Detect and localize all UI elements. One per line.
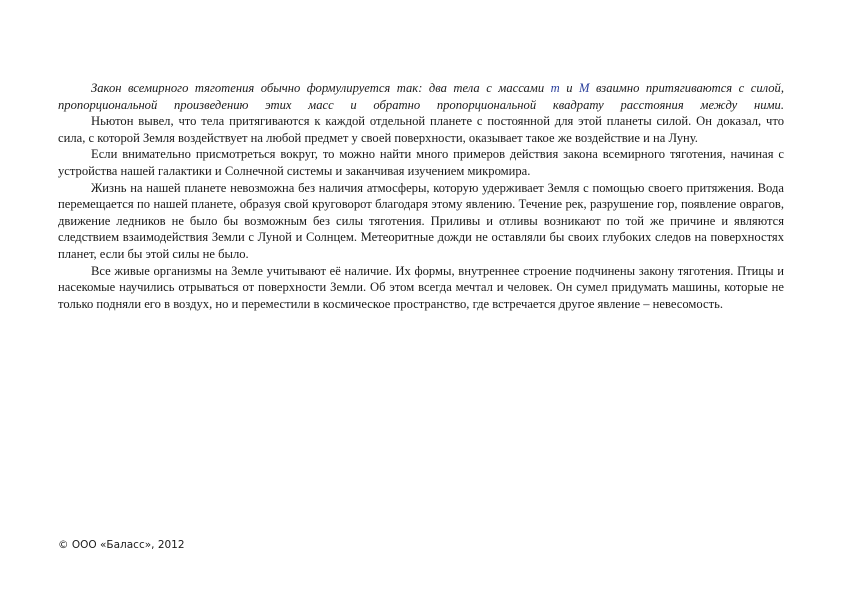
law-text-part2: взаимно притягиваются с силой, пропорциональной произведению этих масс и обратно пропорциональной квадрату расстояния между ними. [58,81,785,112]
law-statement-paragraph [58,80,784,113]
paragraph-examples: Если внимательно присмотреться вокруг, то можно найти много примеров действия закона всемирного тяготения, начиная с устройства нашей галактики и Солнечной системы и заканчивая изучением микромира. [58,147,784,178]
paragraph-life-on-planet: Жизнь на нашей планете невозможна без наличия атмосферы, которую удерживает Земля с помощью своего притяжения. Вода перемещается по нашей планете, образуя свой круговорот благодаря этому явлению. Течение рек, разрушение гор, появление оврагов, движение ледников не было бы возможным без силы тяготения. Приливы и отливы возникают по той же причине и являются следствием взаимодействия Земли с Луной и Солнцем. Метеоритные дожди не оставляли бы своих глубоких следов на поверхностях планет, если бы этой силы не было. [58,180,784,261]
law-text-part1: Закон всемирного тяготения обычно формулируется так: два тела с массами [91,81,551,95]
mass-m-variable: m [550,81,560,95]
mass-M-variable: M [579,81,590,95]
copyright-footer: © ООО «Баласс», 2012 [58,539,185,551]
paragraph-living-organisms: Все живые организмы на Земле учитывают её наличие. Их формы, внутреннее строение подчинены закону тяготения. Птицы и насекомые научились отрываться от поверхности Земли. Об этом всегда мечтал и человек. Он сумел придумать машины, которые не только подняли его в воздух, но и переместили в космическое пространство, где встречается другое явление – невесомость. [58,263,784,311]
paragraph-newton: Ньютон вывел, что тела притягиваются к каждой отдельной планете с постоянной для этой планеты силой. Он доказал, что сила, с которой Земля воздействует на любой предмет у своей поверхности, оказывает такое же воздействие и на Луну. [58,114,784,145]
law-text-and: и [559,81,579,95]
document-body [58,80,784,312]
